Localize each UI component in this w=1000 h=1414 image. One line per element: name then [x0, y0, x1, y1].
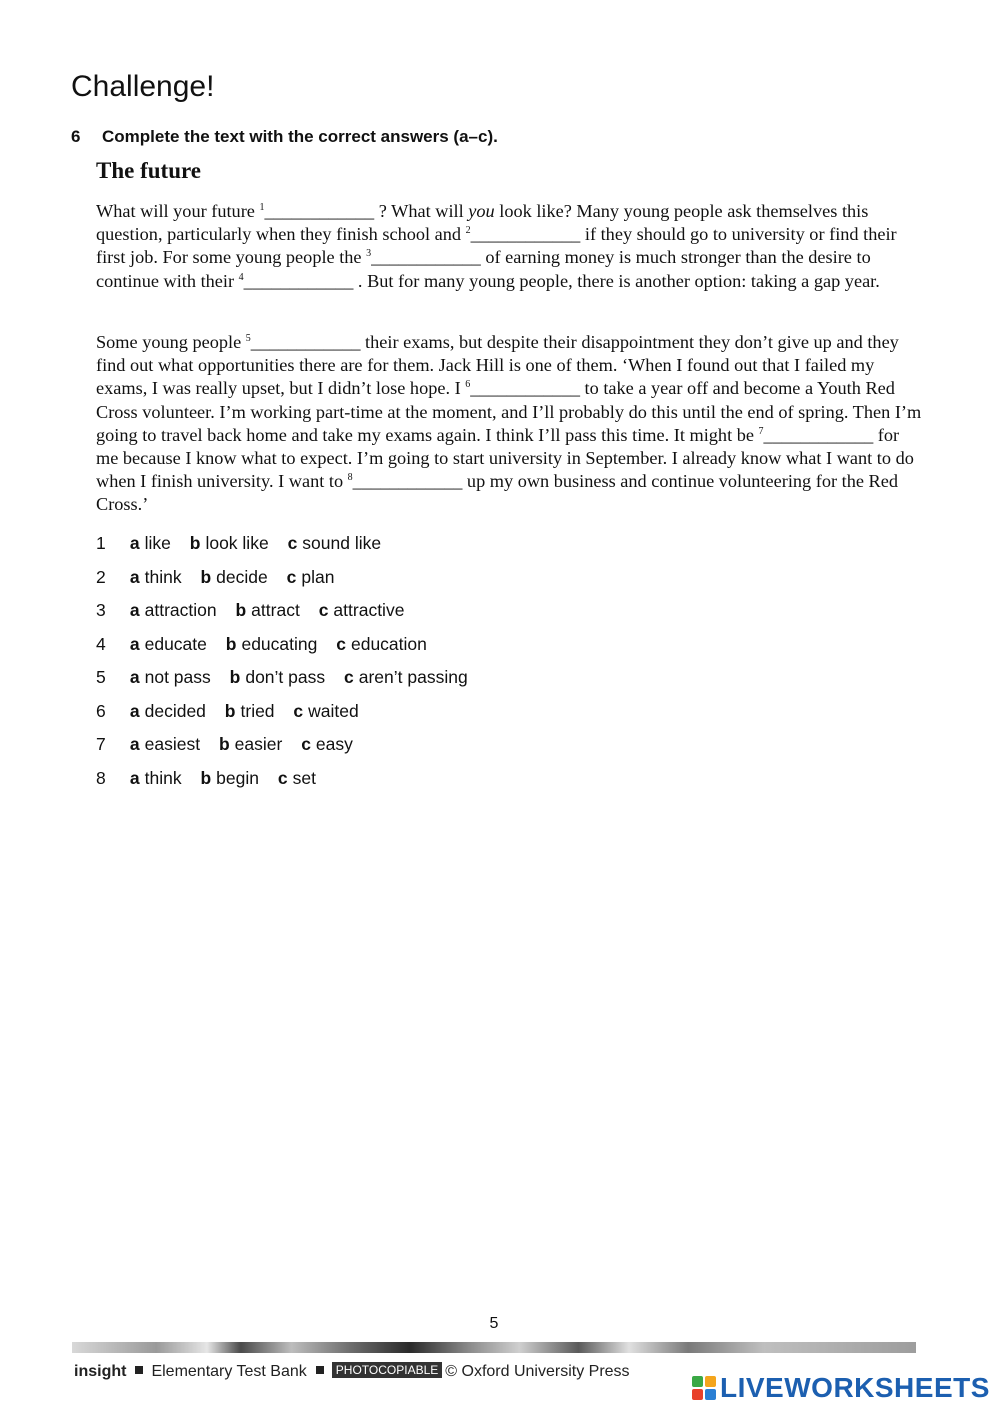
- gap-number-3: 3: [366, 248, 372, 260]
- letter-a: a: [129, 700, 140, 721]
- gap-2-blank[interactable]: ____________ if they should go to university or find their first job. For some young people the: [96, 224, 897, 268]
- choice-c[interactable]: aren’t passing: [358, 667, 468, 687]
- choice-a[interactable]: like: [144, 533, 171, 553]
- letter-c: c: [318, 600, 329, 620]
- paragraph-2: [96, 331, 926, 517]
- photocopiable-tag: PHOTOCOPIABLE: [332, 1362, 442, 1378]
- text-segment: Some young people: [96, 332, 246, 352]
- option-number: 7: [96, 734, 106, 754]
- instruction-text: Complete the text with the correct answers (a–c).: [102, 127, 498, 146]
- letter-b: b: [200, 767, 212, 788]
- exercise-number: 6: [71, 127, 81, 146]
- letter-b: b: [225, 633, 237, 654]
- exercise-instruction: [71, 127, 498, 147]
- emphasis-text: you: [468, 201, 495, 221]
- letter-c: c: [344, 667, 354, 687]
- letter-b: b: [224, 700, 236, 721]
- choice-b[interactable]: begin: [216, 767, 259, 788]
- gap-number-7: 7: [758, 425, 764, 437]
- choice-a[interactable]: think: [144, 566, 182, 587]
- gap-5-blank[interactable]: ____________ their exams, but despite their disappointment they don’t give up and they find out what opportunities there are for them. Jack Hill is one of them. ‘When I found out that I failed my exams, I was really upset, but I didn’t lose hope. I: [96, 332, 899, 399]
- choice-c[interactable]: set: [292, 767, 316, 788]
- text-segment: look like? Many young people ask themselves this question, particularly when they finish school and: [96, 201, 869, 245]
- choice-a[interactable]: decided: [144, 700, 206, 721]
- letter-c: c: [287, 533, 298, 553]
- footer-credits: [74, 1362, 630, 1381]
- choice-a[interactable]: not pass: [144, 667, 211, 687]
- option-row-1: [96, 531, 482, 565]
- option-number: 8: [96, 767, 106, 788]
- option-row-3: [96, 598, 482, 632]
- choice-c[interactable]: sound like: [302, 533, 382, 553]
- letter-b: b: [218, 734, 230, 754]
- copyright-text: © Oxford University Press: [445, 1363, 630, 1380]
- gap-4-blank[interactable]: ____________ . But for many young people, there is another option: taking a gap year.: [243, 270, 880, 291]
- gap-3-blank[interactable]: ____________ of earning money is much stronger than the desire to continue with their: [96, 247, 871, 291]
- choice-b[interactable]: decide: [216, 566, 268, 587]
- letter-b: b: [189, 533, 201, 553]
- choice-b[interactable]: easier: [234, 734, 283, 754]
- option-row-2: [96, 565, 482, 599]
- liveworksheets-logo[interactable]: [692, 1373, 990, 1403]
- option-number: 3: [96, 600, 106, 620]
- grid-cell: [692, 1376, 703, 1387]
- letter-a: a: [129, 533, 140, 553]
- choice-a[interactable]: attraction: [144, 600, 217, 620]
- letter-a: a: [129, 734, 140, 754]
- book-title: Elementary Test Bank: [151, 1363, 307, 1380]
- choice-b[interactable]: educating: [241, 633, 318, 654]
- letter-b: b: [229, 667, 241, 687]
- answer-options-list: [96, 531, 482, 799]
- choice-b[interactable]: tried: [240, 700, 275, 721]
- letter-a: a: [129, 767, 140, 788]
- choice-a[interactable]: think: [144, 767, 182, 788]
- square-bullet-icon: [316, 1366, 324, 1374]
- gap-number-5: 5: [245, 333, 251, 344]
- letter-a: a: [129, 600, 140, 620]
- option-number: 4: [96, 633, 106, 654]
- choice-c[interactable]: attractive: [333, 600, 405, 620]
- choice-b[interactable]: don’t pass: [245, 667, 326, 687]
- gap-number-8: 8: [347, 472, 353, 484]
- grid-cell: [705, 1389, 716, 1400]
- option-number: 5: [96, 667, 106, 687]
- text-title: The future: [96, 158, 201, 183]
- liveworksheets-grid-icon: [692, 1376, 716, 1400]
- letter-c: c: [277, 767, 288, 788]
- footer-photo-strip: [72, 1342, 916, 1353]
- gap-6-blank[interactable]: ____________ to take a year off and become a Youth Red Cross volunteer. I’m working part-time at the moment, and I’ll probably do this until the end of spring. Then I’m going to travel back home and take my exams again. I think I’ll pass this time. It might be: [96, 378, 922, 445]
- choice-b[interactable]: attract: [251, 600, 300, 620]
- option-row-4: [96, 632, 482, 666]
- option-number: 1: [96, 533, 106, 553]
- gap-number-6: 6: [465, 379, 471, 391]
- letter-b: b: [200, 566, 212, 587]
- option-row-6: [96, 699, 482, 733]
- option-row-7: [96, 732, 482, 766]
- gap-number-1: 1: [259, 202, 265, 213]
- page-number: 5: [489, 1315, 499, 1332]
- choice-c[interactable]: plan: [301, 566, 335, 587]
- choice-a[interactable]: educate: [144, 633, 207, 654]
- gap-number-4: 4: [238, 271, 244, 283]
- choice-c[interactable]: education: [350, 633, 427, 654]
- paragraph-1: [96, 200, 926, 293]
- gap-7-blank[interactable]: ____________ for me because I know what to expect. I’m going to start university in September. I already know what I want to do when I finish university. I want to: [96, 424, 914, 492]
- text-segment: What will your future: [96, 201, 260, 221]
- choice-c[interactable]: easy: [315, 734, 353, 754]
- option-row-8: [96, 766, 482, 800]
- brand-name: insight: [74, 1363, 127, 1380]
- choice-a[interactable]: easiest: [144, 734, 201, 754]
- page-heading: Challenge!: [71, 70, 215, 103]
- choice-b[interactable]: look like: [205, 533, 269, 553]
- letter-b: b: [235, 600, 247, 620]
- grid-cell: [692, 1389, 703, 1400]
- option-row-5: [96, 665, 482, 699]
- square-bullet-icon: [135, 1366, 143, 1374]
- gap-number-2: 2: [465, 225, 471, 237]
- letter-c: c: [336, 633, 346, 654]
- choice-c[interactable]: waited: [308, 700, 359, 721]
- letter-a: a: [129, 667, 140, 687]
- letter-c: c: [301, 734, 311, 754]
- option-number: 2: [96, 566, 106, 587]
- grid-cell: [705, 1376, 716, 1387]
- liveworksheets-wordmark: LIVEWORKSHEETS: [720, 1372, 990, 1403]
- letter-a: a: [129, 633, 140, 654]
- option-number: 6: [96, 700, 106, 721]
- letter-a: a: [129, 566, 140, 587]
- gap-8-blank[interactable]: ____________ up my own business and continue volunteering for the Red Cross.’: [96, 471, 898, 515]
- letter-c: c: [286, 566, 297, 587]
- letter-c: c: [293, 700, 304, 721]
- gap-1-blank[interactable]: ____________ ? What will: [264, 201, 469, 221]
